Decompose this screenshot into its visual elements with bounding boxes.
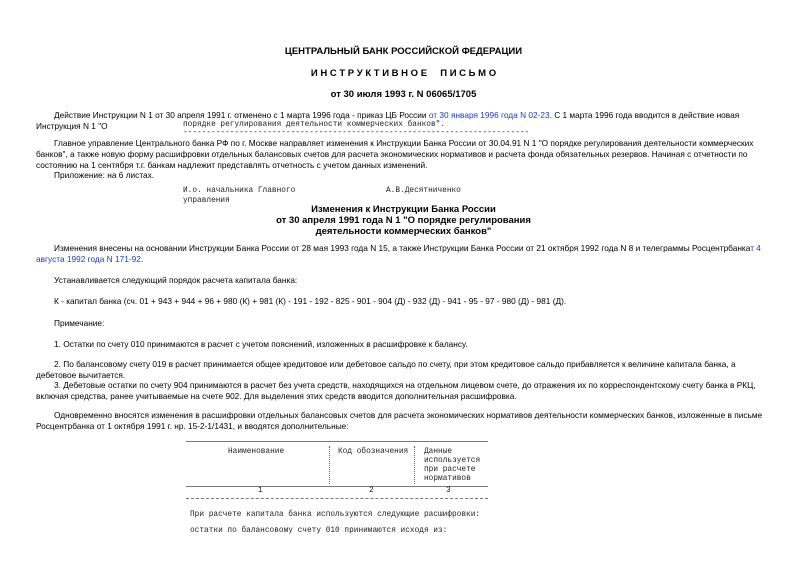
document-type: И Н С Т Р У К Т И В Н О Е П И С Ь М О xyxy=(310,68,497,79)
column-data-line3: при расчете xyxy=(424,466,476,474)
changes-title-line2: от 30 апреля 1991 года N 1 "О порядке регулирования xyxy=(276,215,531,226)
bank-name: ЦЕНТРАЛЬНЫЙ БАНК РОССИЙСКОЙ ФЕДЕРАЦИИ xyxy=(284,46,523,57)
simultaneous-changes: Одновременно вносятся изменения в расшифровки отдельных балансовых счетов для расчета экономических нормативов деятельности коммерческих банков, изложенные в письме Росцентрбанка от 1 октября 1991 г. нр. 15-2-1/1431, и вводятся дополнительные: xyxy=(36,410,763,431)
signature-position xyxy=(183,186,295,206)
column-code: Код обозначения xyxy=(338,448,409,456)
repeal-note-divider: -------------------------------------------------------------------------- xyxy=(183,129,530,137)
column-divider xyxy=(414,446,415,484)
footer-line-1: При расчете капитала банка используются следующие расшифровки: xyxy=(190,511,481,519)
remark-item-1: 1. Остатки по счету 010 принимаются в расчет с учетом пояснений, изложенных в расшифровке к балансу. xyxy=(54,339,468,349)
changes-title xyxy=(0,204,807,237)
document-date-number: от 30 июля 1993 г. N 06065/1705 xyxy=(330,89,477,100)
repeal-note-mono: порядке регулирования деятельности коммерческих банков". xyxy=(183,121,446,129)
signature-position-line2: управления xyxy=(183,197,230,205)
column-data-line4: нормативов xyxy=(424,475,471,483)
footer-line-2: остатки по балансовому счету 010 принимаются исходя из: xyxy=(190,527,448,535)
repeal-note-text-2: . С 1 марта 1996 года вводится в действие новая Инструкция N 1 "О xyxy=(36,110,740,131)
capital-intro: Устанавливается следующий порядок расчета капитала банка: xyxy=(54,275,298,285)
changes-title-line1: Изменения к Инструкции Банка России xyxy=(311,204,496,215)
column-number-2: 2 xyxy=(369,487,374,495)
basis-text-end: . xyxy=(140,254,144,264)
repeal-order-link[interactable]: от 30 января 1996 года N 02-23 xyxy=(428,110,550,120)
column-data-line2: используется xyxy=(424,457,481,465)
changes-title-line3: деятельности коммерческих банков" xyxy=(315,226,492,237)
signature-position-line1: И.о. начальника Главного xyxy=(183,187,296,195)
column-name: Наименование xyxy=(228,448,285,456)
attachment-note: Приложение: на 6 листах. xyxy=(54,170,155,180)
column-data xyxy=(424,448,480,484)
remark-item-2: 2. По балансовому счету 019 в расчет принимается общее кредитовое или дебетовое сальдо по счету, при этом кредитовое сальдо прибавляется к величине капитала банка, а дебетовое вычитается. xyxy=(36,359,736,380)
repeal-note-text: Действие Инструкции N 1 от 30 апреля 1991 г. отменено с 1 марта 1996 года - приказ ЦБ России xyxy=(54,110,429,120)
form-table-header xyxy=(186,441,488,487)
form-table-number-row xyxy=(186,486,488,499)
remark-item-3: 3. Дебетовые остатки по счету 904 принимаются в расчет без учета средств, находящихся на отдельном лицевом счете, до отражения их по корреспондентскому счету банка в РКЦ, включая средства, ранее учитываемые на счете 902. Для выделения этих средств вводится дополнительная расшифровка. xyxy=(36,380,756,401)
column-number-3: 3 xyxy=(446,487,451,495)
basis-paragraph xyxy=(36,243,770,265)
basis-text: Изменения внесены на основании Инструкции Банка России от 28 мая 1993 года N 15, а также Инструкции Банка России от 21 октября 1992 года N 8 и телеграммы Росцентрбанка xyxy=(54,243,751,253)
signature-name: А.В.Десятниченко xyxy=(386,187,461,195)
telegram-link[interactable]: т 4 августа 1992 года N 171-92 xyxy=(36,243,761,264)
remark-heading: Примечание: xyxy=(54,318,105,328)
column-data-line1: Данные xyxy=(424,448,453,456)
column-divider xyxy=(329,446,330,484)
column-number-1: 1 xyxy=(258,487,263,495)
capital-formula: К - капитал банка (сч. 01 + 943 + 944 + 96 + 980 (К) + 981 (К) - 191 - 192 - 825 - 901 - 904 (Д) - 932 (Д) - 941 - 95 - 97 - 980 (Д) - 981 (Д). xyxy=(54,296,567,306)
intro-paragraph: Главное управление Центрального банка РФ по г. Москве направляет изменения к Инструкции Банка России от 30.04.91 N 1 "О порядке регулирования деятельности коммерческих банков", а также новую форму расшифровки отдельных балансовых счетов для расчета экономических нормативов и расчета фонда обязательных резервов. Начиная с отчетности по состоянию на 1 сентября т.г. банкам надлежит представлять отчетность с учетом данных изменений. xyxy=(36,138,754,170)
